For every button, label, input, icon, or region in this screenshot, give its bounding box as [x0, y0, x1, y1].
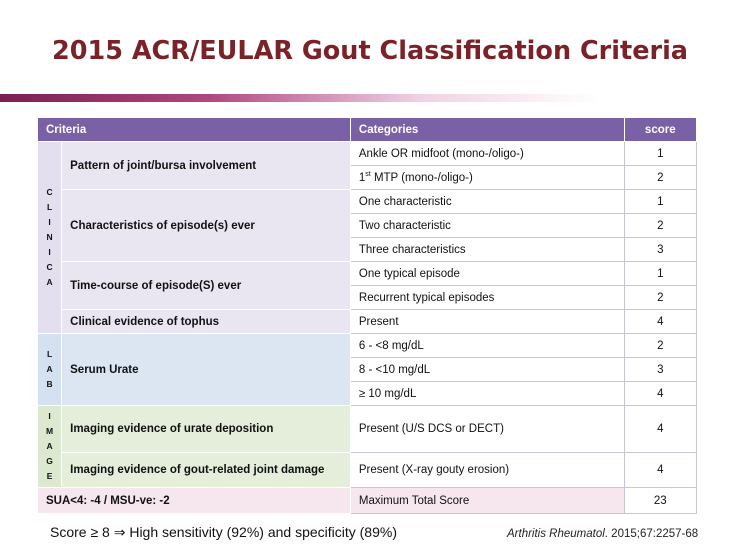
- footer-adjustments: SUA<4: -4 / MSU-ve: -2: [38, 488, 351, 514]
- table-row: [38, 142, 697, 166]
- category-cell: 8 - <10 mg/dL: [350, 358, 624, 382]
- criterion-time-course: Time-course of episode(S) ever: [62, 262, 351, 310]
- table-row: [38, 453, 697, 488]
- header-score: score: [624, 118, 696, 142]
- category-cell: One characteristic: [350, 190, 624, 214]
- criterion-serum-urate: Serum Urate: [62, 334, 351, 406]
- category-cell: Present (U/S DCS or DECT): [350, 406, 624, 453]
- table-row: [38, 406, 697, 453]
- header-criteria: Criteria: [38, 118, 351, 142]
- citation-details: . 2015;67:2257-68: [604, 528, 699, 540]
- section-image: I M A G E: [38, 406, 62, 488]
- criterion-imaging-deposition: Imaging evidence of urate deposition: [62, 406, 351, 453]
- criterion-imaging-damage: Imaging evidence of gout-related joint damage: [62, 453, 351, 488]
- criterion-tophus: Clinical evidence of tophus: [62, 310, 351, 334]
- citation: [507, 528, 698, 540]
- score-cell: 3: [624, 238, 696, 262]
- table-row: [38, 262, 697, 286]
- category-cell: Recurrent typical episodes: [350, 286, 624, 310]
- table-row: [38, 190, 697, 214]
- category-cell: 1st MTP (mono-/oligo-): [350, 166, 624, 190]
- score-cell: 2: [624, 286, 696, 310]
- citation-journal: Arthritis Rheumatol: [507, 528, 605, 540]
- category-cell: ≥ 10 mg/dL: [350, 382, 624, 406]
- score-cell: 4: [624, 406, 696, 453]
- score-note: Score ≥ 8 ⇒ High sensitivity (92%) and specificity (89%): [50, 524, 397, 540]
- header-categories: Categories: [350, 118, 624, 142]
- category-cell: Two characteristic: [350, 214, 624, 238]
- table-row: [38, 310, 697, 334]
- criteria-table: [37, 117, 697, 514]
- table-header-row: [38, 118, 697, 142]
- table-footer-row: [38, 488, 697, 514]
- footer-max-score: 23: [624, 488, 696, 514]
- category-cell: Present: [350, 310, 624, 334]
- score-cell: 2: [624, 214, 696, 238]
- section-clinical: C L I N I C A: [38, 142, 62, 334]
- score-cell: 4: [624, 382, 696, 406]
- score-cell: 1: [624, 262, 696, 286]
- criterion-characteristics: Characteristics of episode(s) ever: [62, 190, 351, 262]
- score-cell: 1: [624, 142, 696, 166]
- score-cell: 2: [624, 166, 696, 190]
- page-title: 2015 ACR/EULAR Gout Classification Criteria: [51, 36, 689, 66]
- score-cell: 2: [624, 334, 696, 358]
- section-lab: L A B: [38, 334, 62, 406]
- table-row: [38, 334, 697, 358]
- category-cell: Present (X-ray gouty erosion): [350, 453, 624, 488]
- footer-max-label: Maximum Total Score: [350, 488, 624, 514]
- score-cell: 1: [624, 190, 696, 214]
- score-cell: 3: [624, 358, 696, 382]
- title-divider: [0, 94, 600, 102]
- category-cell: Three characteristics: [350, 238, 624, 262]
- category-cell: Ankle OR midfoot (mono-/oligo-): [350, 142, 624, 166]
- score-cell: 4: [624, 453, 696, 488]
- category-cell: 6 - <8 mg/dL: [350, 334, 624, 358]
- criterion-joint-pattern: Pattern of joint/bursa involvement: [62, 142, 351, 190]
- category-cell: One typical episode: [350, 262, 624, 286]
- score-cell: 4: [624, 310, 696, 334]
